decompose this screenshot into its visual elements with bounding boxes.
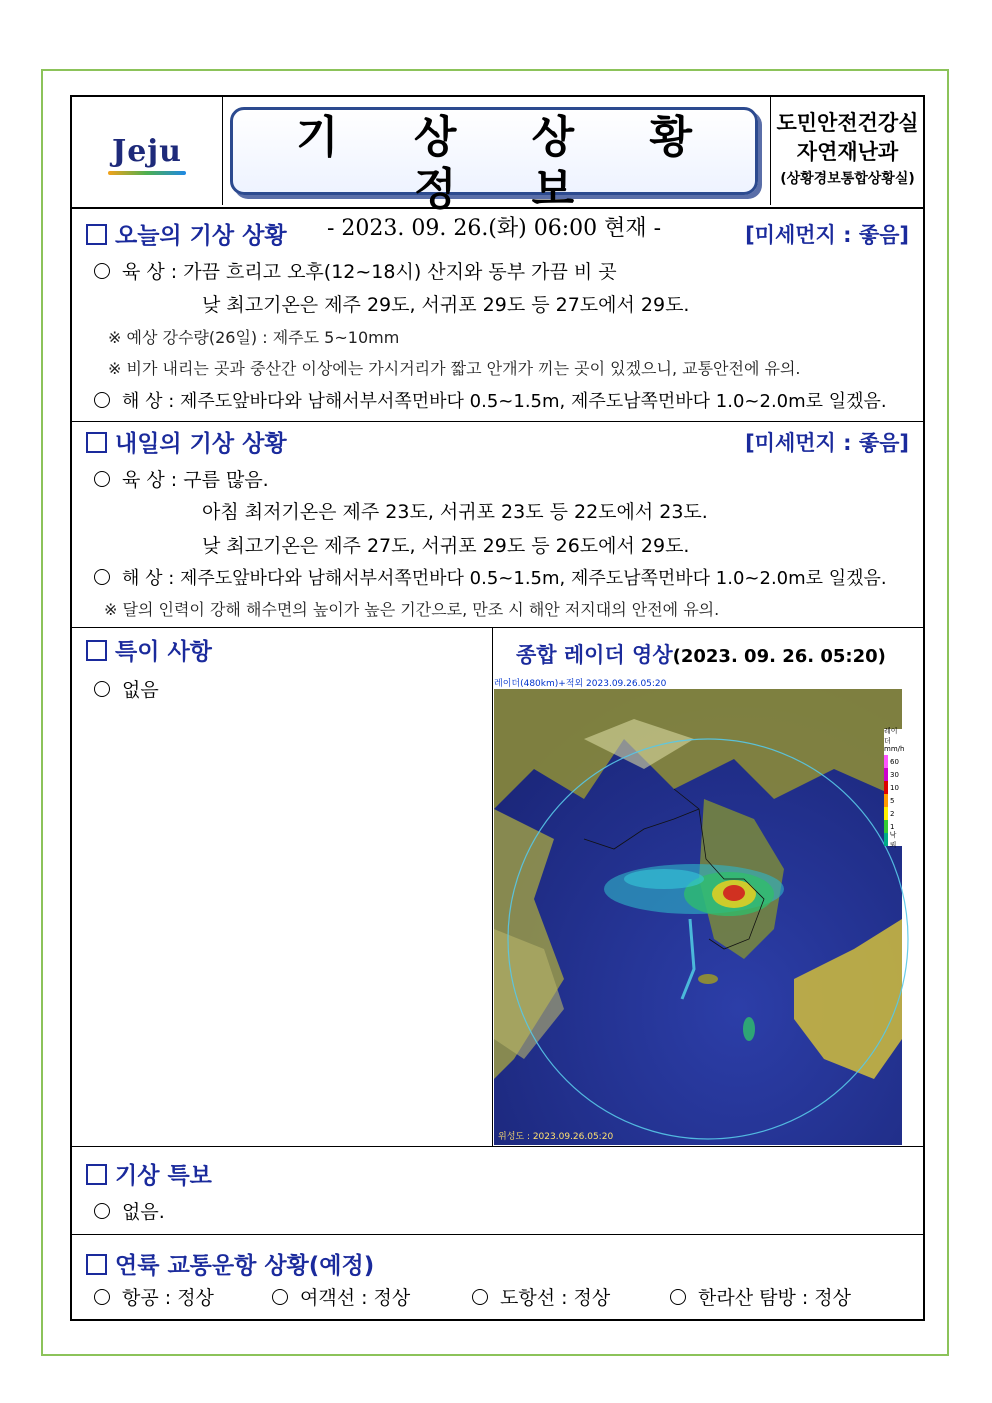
legend-entry: 5 [884,794,902,807]
circle-bullet-icon [94,263,110,279]
today-sea: 해 상 : 제주도앞바다와 남해서부서쪽먼바다 0.5~1.5m, 제주도남쪽먼바다 1.0~2.0m로 일겠음. [94,387,887,413]
circle-bullet-icon [272,1289,288,1305]
checkbox-icon [86,1254,107,1275]
logo-text: Jeju [112,133,182,169]
checkbox-icon [86,224,107,245]
checkbox-icon [86,640,107,661]
department-division: 자연재난과 [796,140,899,164]
weather-report-document [70,95,925,1321]
page-title: 기 상 상 황 정 보 [296,112,722,215]
title-box [230,107,758,241]
tomorrow-land-min: 아침 최저기온은 제주 23도, 서귀포 23도 등 22도에서 23도. [202,501,708,523]
radar-legend [884,726,905,849]
warning-item: 없음. [94,1197,165,1224]
radar-footer: 위성도 : 2023.09.26.05:20 [498,1132,614,1142]
transport-island-ferry: 도항선 : 정상 [472,1283,610,1310]
circle-bullet-icon [94,392,110,408]
today-dust: [미세먼지 : 좋음] [745,223,909,247]
today-land-temp: 낮 최고기온은 제주 29도, 서귀포 29도 등 27도에서 29도. [202,294,690,316]
radar-caption: 레이더(480km)+적외 2023.09.26.05:20 [494,679,902,689]
circle-bullet-icon [94,1289,110,1305]
special-item: 없음 [94,675,159,702]
department-room: (상황경보통합상황실) [780,171,915,187]
checkbox-icon [86,432,107,453]
transport-hallasan: 한라산 탐방 : 정상 [670,1283,851,1310]
today-section-title: 오늘의 기상 상황 [86,217,287,250]
transport-ferry: 여객선 : 정상 [272,1283,410,1310]
transport-section-title: 연륙 교통운항 상황(예정) [86,1247,374,1280]
circle-bullet-icon [472,1289,488,1305]
tomorrow-dust: [미세먼지 : 좋음] [745,431,909,455]
tomorrow-land-max: 낮 최고기온은 제주 27도, 서귀포 29도 등 26도에서 29도. [202,535,690,557]
legend-entry: 30 [884,768,902,781]
circle-bullet-icon [94,471,110,487]
jeju-logo [72,97,223,205]
legend-entry: 낙뢰 [884,833,902,846]
warning-section-title: 기상 특보 [86,1157,212,1190]
department-office: 도민안전건강실 [776,111,919,135]
legend-entry: 60 [884,755,902,768]
today-rain-note: ※ 예상 강수량(26일) : 제주도 5~10mm [108,328,400,347]
department [770,97,924,205]
radar-map [494,679,905,1145]
circle-bullet-icon [670,1289,686,1305]
tomorrow-tide-note: ※ 달의 인력이 강해 해수면의 높이가 높은 기간으로, 만조 시 해안 저지대의 안전에 유의. [104,600,720,619]
tomorrow-land: 육 상 : 구름 많음. [94,465,269,492]
legend-entry: 레이더 [884,726,898,745]
legend-entry: mm/h [884,744,905,753]
tomorrow-section-title: 내일의 기상 상황 [86,425,287,458]
today-land: 육 상 : 가끔 흐리고 오후(12~18시) 산지와 동부 가끔 비 곳 [94,257,617,284]
transport-air: 항공 : 정상 [94,1283,214,1310]
legend-entry: 2 [884,807,902,820]
report-date: - 2023. 09. 26.(화) 06:00 현재 - [326,216,662,241]
checkbox-icon [86,1164,107,1185]
circle-bullet-icon [94,1203,110,1219]
special-section-title: 특이 사항 [86,633,212,666]
tomorrow-sea: 해 상 : 제주도앞바다와 남해서부서쪽먼바다 0.5~1.5m, 제주도남쪽먼바다 1.0~2.0m로 일겠음. [94,564,887,590]
circle-bullet-icon [94,569,110,585]
circle-bullet-icon [94,681,110,697]
radar-title: 종합 레이더 영상(2023. 09. 26. 05:20) [516,643,886,667]
today-visibility-note: ※ 비가 내리는 곳과 중산간 이상에는 가시거리가 짧고 안개가 끼는 곳이 있겠으니, 교통안전에 유의. [108,359,801,378]
legend-entry: 1 [884,820,902,833]
legend-entry: 10 [884,781,902,794]
radar-image [494,679,905,1145]
